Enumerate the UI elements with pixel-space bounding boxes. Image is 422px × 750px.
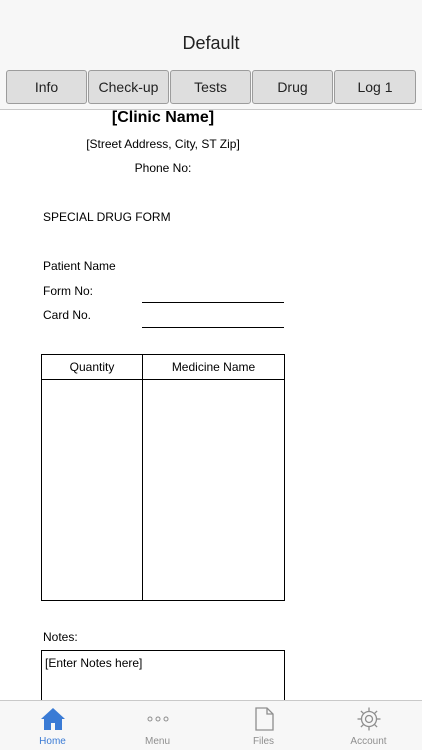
- segment-bar: [0, 66, 422, 110]
- phone-label: Phone No:: [134, 161, 192, 175]
- form-no-label: Form No:: [43, 284, 94, 298]
- bottom-tab-account-label: Account: [350, 736, 387, 747]
- clinic-name: [Clinic Name]: [111, 109, 215, 126]
- nav-title: Default: [182, 33, 240, 53]
- card-no-label: Card No.: [43, 308, 92, 322]
- home-icon: [40, 706, 66, 732]
- bottom-tab-menu-label: Menu: [144, 736, 170, 747]
- notes-field[interactable]: [Enter Notes here]: [41, 650, 285, 710]
- form-no-field[interactable]: [142, 302, 284, 303]
- tab-tests[interactable]: Tests: [170, 70, 251, 104]
- column-divider: [142, 355, 143, 600]
- form-title: SPECIAL DRUG FORM: [43, 210, 171, 224]
- navigation-bar: [0, 0, 422, 66]
- file-icon: [251, 706, 277, 732]
- card-no-field[interactable]: [142, 327, 284, 328]
- column-header-medicine-name: Medicine Name: [171, 360, 256, 374]
- bottom-tab-bar: [0, 700, 422, 750]
- gear-icon: [356, 706, 382, 732]
- bottom-tab-account[interactable]: [316, 701, 421, 750]
- more-icon: [145, 706, 171, 732]
- bottom-tab-files-label: Files: [252, 736, 275, 747]
- tab-drug[interactable]: Drug: [252, 70, 333, 104]
- notes-label: Notes:: [43, 630, 78, 644]
- medicine-table: [41, 354, 285, 601]
- patient-name-label: Patient Name: [43, 259, 116, 273]
- column-header-quantity: Quantity: [69, 360, 115, 374]
- bottom-tab-home[interactable]: [0, 701, 105, 750]
- clinic-address: [Street Address, City, ST Zip]: [86, 137, 240, 151]
- tab-info[interactable]: Info: [6, 70, 87, 104]
- bottom-tab-menu[interactable]: [105, 701, 210, 750]
- tab-log-1[interactable]: Log 1: [334, 70, 416, 104]
- tab-check-up[interactable]: Check-up: [88, 70, 169, 104]
- bottom-tab-files[interactable]: [211, 701, 316, 750]
- bottom-tab-home-label: Home: [39, 736, 66, 747]
